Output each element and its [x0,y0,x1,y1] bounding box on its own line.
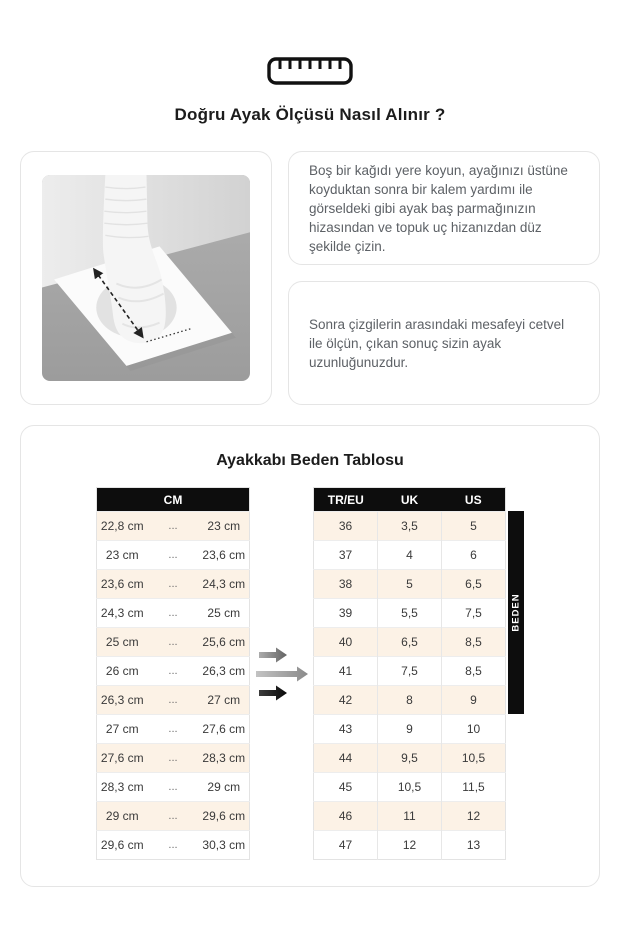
conversion-cell-treu: 46 [314,802,378,831]
cm-cell-from: 29 cm [97,802,148,831]
cm-cell-separator: ... [148,628,199,657]
size-table-card [20,425,600,887]
cm-cell-separator: ... [148,512,199,541]
cm-table-header: CM [97,488,250,512]
conversion-table-row [314,715,506,744]
conversion-table-row [314,773,506,802]
ruler-icon [267,57,353,85]
conversion-cell-treu: 38 [314,570,378,599]
conversion-cell-uk: 5 [378,570,442,599]
conversion-cell-us: 13 [442,831,506,860]
cm-cell-separator: ... [148,802,199,831]
cm-cell-to: 27 cm [199,686,250,715]
cm-cell-from: 22,8 cm [97,512,148,541]
cm-table-row [97,541,250,570]
conversion-cell-uk: 4 [378,541,442,570]
instruction-step-2-text: Sonra çizgilerin arasındaki mesafeyi cetvel ile ölçün, çıkan sonuç sizin ayak uzunluğunuzdur. [309,316,565,370]
cm-cell-to: 25 cm [199,599,250,628]
cm-table-row [97,773,250,802]
conversion-header-us: US [442,488,506,512]
conversion-table-body [314,512,506,860]
cm-cell-to: 24,3 cm [199,570,250,599]
conversion-cell-uk: 12 [378,831,442,860]
cm-cell-to: 27,6 cm [199,715,250,744]
cm-cell-to: 29 cm [199,773,250,802]
cm-cell-separator: ... [148,831,199,860]
conversion-table-row [314,744,506,773]
cm-cell-separator: ... [148,744,199,773]
cm-table-row [97,657,250,686]
conversion-table-row [314,686,506,715]
cm-cell-to: 29,6 cm [199,802,250,831]
cm-table-row [97,686,250,715]
conversion-table-wrap [313,487,522,860]
cm-cell-from: 23,6 cm [97,570,148,599]
cm-cell-from: 29,6 cm [97,831,148,860]
foot-photo-card [20,151,272,405]
cm-cell-to: 26,3 cm [199,657,250,686]
foot-photo-frame [42,175,250,381]
conversion-cell-treu: 37 [314,541,378,570]
cm-table-header-row [97,488,250,512]
cm-table-row [97,802,250,831]
conversion-cell-us: 7,5 [442,599,506,628]
conversion-table-row [314,802,506,831]
cm-cell-to: 23,6 cm [199,541,250,570]
conversion-cell-treu: 45 [314,773,378,802]
conversion-cell-us: 9 [442,686,506,715]
cm-table-row [97,599,250,628]
cm-table-row [97,715,250,744]
conversion-cell-treu: 43 [314,715,378,744]
conversion-arrows-icon [256,645,308,703]
measure-section [20,151,600,405]
conversion-cell-us: 12 [442,802,506,831]
instruction-step-1-text: Boş bir kağıdı yere koyun, ayağınızı üstüne koyduktan sonra bir kalem yardımı ile görseldeki gibi ayak baş parmağınızın hizasından ve topuk uç hizanızdan düz şekilde çizin. [309,162,568,254]
conversion-cell-uk: 9 [378,715,442,744]
conversion-arrows-wrap [250,487,313,703]
cm-table-row [97,628,250,657]
cm-cell-separator: ... [148,541,199,570]
cm-cell-to: 30,3 cm [199,831,250,860]
cm-cell-separator: ... [148,657,199,686]
conversion-cell-treu: 39 [314,599,378,628]
cm-cell-to: 23 cm [199,512,250,541]
conversion-table-row [314,512,506,541]
conversion-cell-us: 8,5 [442,628,506,657]
cm-cell-separator: ... [148,715,199,744]
cm-cell-separator: ... [148,773,199,802]
instruction-card-2 [288,281,600,405]
conversion-cell-uk: 10,5 [378,773,442,802]
conversion-cell-us: 8,5 [442,657,506,686]
conversion-table-header-row [314,488,506,512]
conversion-cell-uk: 11 [378,802,442,831]
instruction-card-1 [288,151,600,265]
conversion-cell-uk: 6,5 [378,628,442,657]
conversion-table-row [314,657,506,686]
cm-cell-from: 27 cm [97,715,148,744]
conversion-cell-us: 10,5 [442,744,506,773]
page-header [0,0,620,125]
foot-measurement-photo [42,175,250,381]
conversion-cell-us: 6 [442,541,506,570]
conversion-cell-uk: 8 [378,686,442,715]
conversion-header-uk: UK [378,488,442,512]
cm-table-row [97,744,250,773]
conversion-cell-us: 10 [442,715,506,744]
cm-cell-from: 26,3 cm [97,686,148,715]
conversion-cell-uk: 7,5 [378,657,442,686]
cm-cell-separator: ... [148,570,199,599]
conversion-cell-treu: 40 [314,628,378,657]
cm-cell-separator: ... [148,599,199,628]
conversion-header-treu: TR/EU [314,488,378,512]
conversion-table-row [314,570,506,599]
conversion-table [313,487,506,860]
cm-table [96,487,250,860]
conversion-cell-uk: 5,5 [378,599,442,628]
conversion-table-row [314,599,506,628]
conversion-cell-treu: 47 [314,831,378,860]
cm-cell-from: 23 cm [97,541,148,570]
cm-table-row [97,512,250,541]
cm-cell-from: 27,6 cm [97,744,148,773]
cm-cell-from: 28,3 cm [97,773,148,802]
cm-cell-from: 24,3 cm [97,599,148,628]
cm-cell-separator: ... [148,686,199,715]
conversion-table-row [314,831,506,860]
conversion-table-row [314,628,506,657]
conversion-cell-treu: 44 [314,744,378,773]
cm-table-row [97,831,250,860]
instruction-column [288,151,600,405]
cm-table-row [97,570,250,599]
conversion-table-row [314,541,506,570]
beden-side-label: BEDEN [508,511,524,714]
cm-cell-to: 28,3 cm [199,744,250,773]
cm-table-body [97,512,250,860]
conversion-cell-uk: 3,5 [378,512,442,541]
page-title: Doğru Ayak Ölçüsü Nasıl Alınır ? [174,105,446,124]
conversion-cell-treu: 42 [314,686,378,715]
conversion-cell-us: 5 [442,512,506,541]
conversion-cell-uk: 9,5 [378,744,442,773]
size-table-title: Ayakkabı Beden Tablosu [216,452,404,469]
conversion-cell-treu: 36 [314,512,378,541]
conversion-cell-us: 6,5 [442,570,506,599]
conversion-cell-us: 11,5 [442,773,506,802]
conversion-cell-treu: 41 [314,657,378,686]
ruler-icon-wrap [0,57,620,85]
cm-cell-to: 25,6 cm [199,628,250,657]
cm-cell-from: 25 cm [97,628,148,657]
size-tables-row [21,487,599,860]
cm-cell-from: 26 cm [97,657,148,686]
